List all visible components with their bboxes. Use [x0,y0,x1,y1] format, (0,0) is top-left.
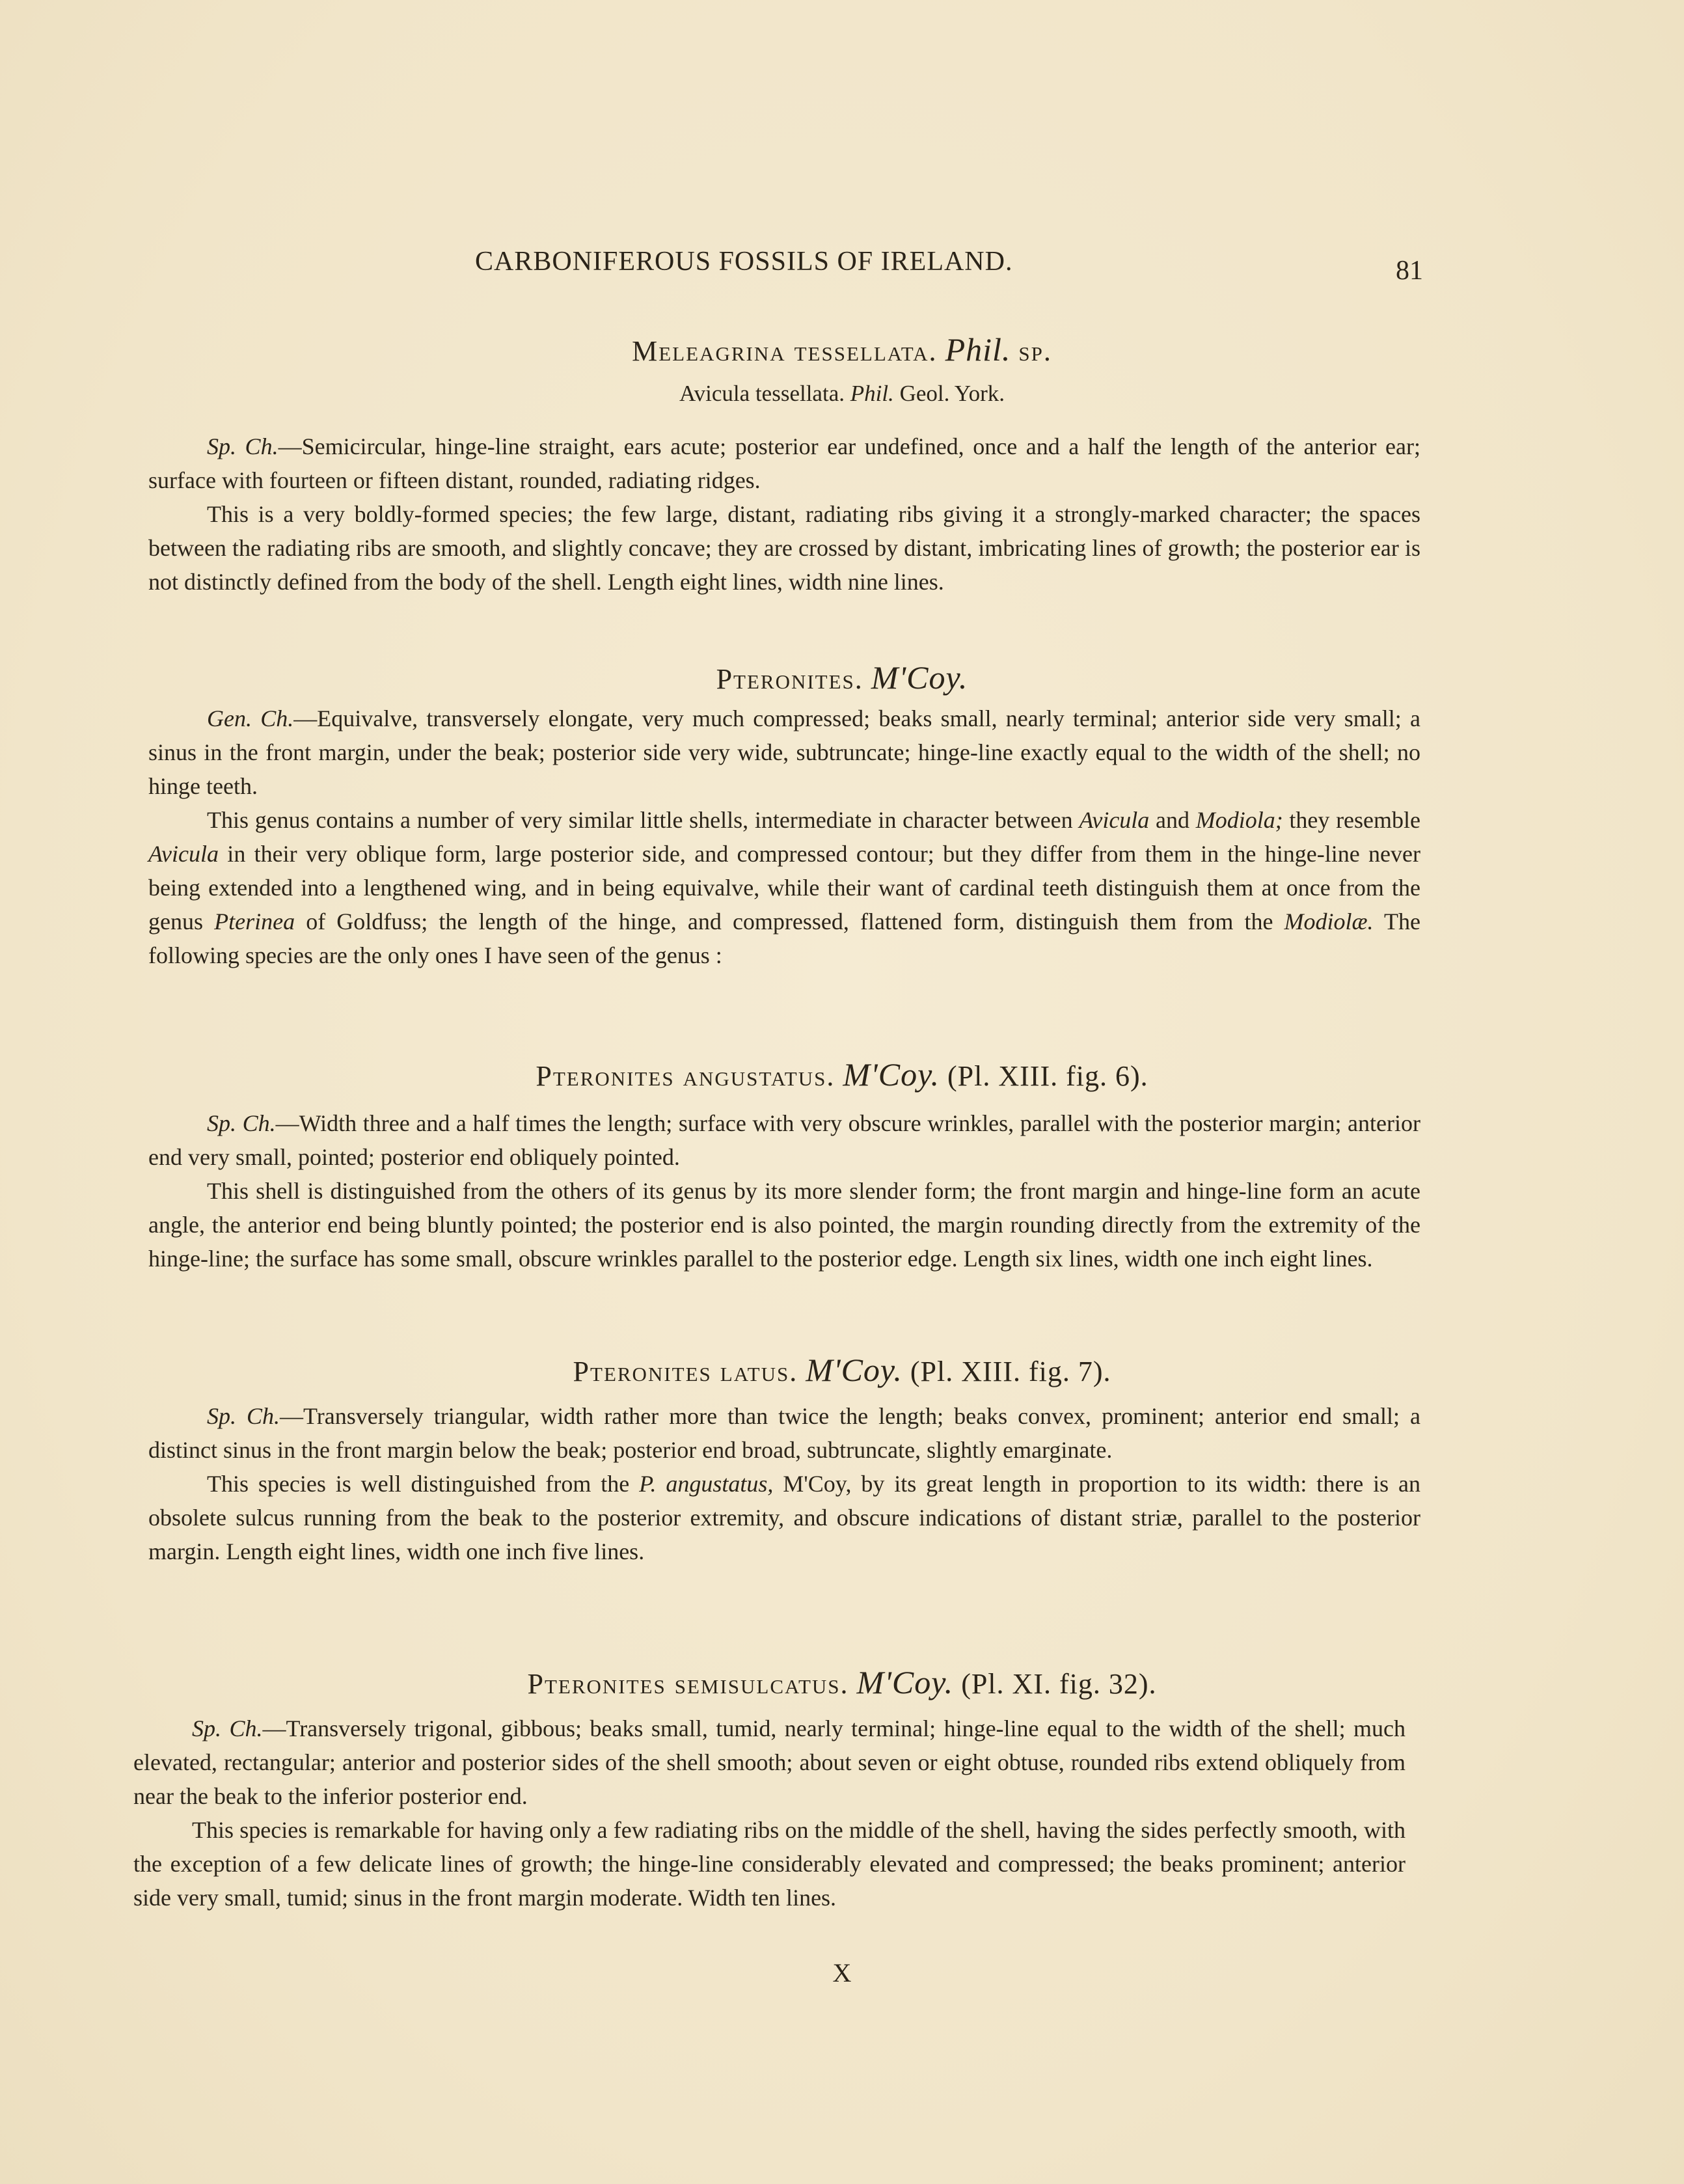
signature-mark: X [832,1958,852,1987]
species-description: This shell is distinguished from the others of its genus by its more slender form; the front margin and hinge-line form an acute angle, the anterior end being bluntly pointed; the posterior end is also pointed, the margin rounding directly from the extremity of the hinge-line; the surface has some small, obscure wrinkles parallel to the posterior edge. Length six lines, width one inch eight lines. [148,1178,1420,1272]
species-description [148,1467,1420,1568]
genus-description [148,803,1420,972]
text-run: This genus contains a number of very similar little shells, intermediate in character between [207,807,1080,833]
text-run: they resemble [1283,807,1421,833]
synonym-work: Geol. York. [899,381,1005,406]
species-characters [148,430,1420,497]
heading-name: Meleagrina tessellata. [632,335,938,367]
section-meleagrina-body [148,430,1420,599]
section-pteronites-body [148,702,1420,972]
text-run: of Goldfuss; the length of the hinge, and compressed, flattened form, distinguish them from the [295,908,1284,935]
species-description: This is a very boldly-formed species; the few large, distant, radiating ribs giving it a strongly-marked character; the spaces between the radiating ribs are smooth, and slightly concave; they are crossed by distant, imbricating lines of growth; the posterior ear is not distinctly defined from the body of the shell. Length eight lines, width nine lines. [148,501,1420,595]
char-text: —Transversely trigonal, gibbous; beaks small, tumid, nearly terminal; hinge-line equal to the width of the shell; much elevated, rectangular; anterior and posterior sides of the shell smooth; about seven or eight obtuse, rounded ribs extend obliquely from near the beak to the inferior posterior end. [133,1715,1406,1809]
char-label: Sp. Ch. [207,1403,280,1429]
plate-reference: (Pl. XI. fig. 32). [961,1668,1157,1700]
running-head: CARBONIFEROUS FOSSILS OF IRELAND. [475,247,1013,277]
heading-author: Phil. [945,331,1011,368]
char-text: —Semicircular, hinge-line straight, ears acute; posterior ear undefined, once and a half the length of the anterior ear; surface with fourteen or fifteen distant, rounded, radiating ridges. [148,433,1420,493]
char-text: —Transversely triangular, width rather more than twice the length; beaks convex, prominent; anterior end small; a distinct sinus in the front margin below the beak; posterior end broad, subtruncate, slightly emarginate. [148,1403,1420,1463]
synonym-name: Avicula tessellata. [679,381,845,406]
heading-name: Pteronites latus. [573,1356,798,1387]
section-latus-body [148,1399,1420,1568]
genus-name-modiola: Modiola; [1195,807,1283,833]
species-heading-meleagrina [0,331,1684,368]
genus-characters [148,702,1420,803]
char-label: Sp. Ch. [207,1110,276,1136]
species-characters [133,1712,1406,1813]
page-number: 81 [1396,256,1423,286]
synonym-line [0,381,1684,407]
text-run: and [1149,807,1196,833]
heading-suffix: sp. [1018,335,1052,367]
text-run: This species is well distinguished from the [207,1471,640,1497]
heading-name: Pteronites. [716,663,863,695]
species-description: This species is remarkable for having only a few radiating ribs on the middle of the shell, having the sides perfectly smooth, with the exception of a few delicate lines of growth; the hinge-line considerably elevated and compressed; the beaks prominent; anterior side very small, tumid; sinus in the front margin moderate. Width ten lines. [133,1817,1406,1911]
char-text: —Equivalve, transversely elongate, very much compressed; beaks small, nearly terminal; anterior side very small; a sinus in the front margin, under the beak; posterior side very wide, subtruncate; hinge-line exactly equal to the width of the shell; no hinge teeth. [148,705,1420,799]
text-run: in their very oblique form, large posterior side, and compressed contour; but they differ from them in the hinge-line never being extended into a lengthened wing, and in being equivalve, while their want of cardinal teeth distinguish them at once from the genus [148,841,1420,935]
genus-name-avicula: Avicula [1079,807,1150,833]
plate-reference: (Pl. XIII. fig. 6). [947,1060,1148,1092]
text-run: The following species are the only ones I have seen of the genus : [148,908,1420,968]
heading-author: M'Coy. [806,1352,903,1388]
synonym-author: Phil. [850,381,894,406]
char-label: Gen. Ch. [207,705,294,731]
species-heading-semisulcatus [0,1663,1684,1701]
heading-name: Pteronites semisulcatus. [527,1668,849,1700]
genus-heading-pteronites [0,659,1684,696]
genus-name-avicula: Avicula [148,841,219,867]
char-label: Sp. Ch. [207,433,278,459]
char-text: —Width three and a half times the length; surface with very obscure wrinkles, parallel with the posterior margin; anterior end very small, pointed; posterior end obliquely pointed. [148,1110,1420,1170]
heading-author: M'Coy. [843,1056,940,1093]
text-run: M'Coy, by its great length in proportion to its width: there is an obsolete sulcus running from the beak to the posterior extremity, and obscure indications of distant striæ, parallel to the posterior margin. Length eight lines, width one inch five lines. [148,1471,1420,1564]
heading-author: M'Coy. [871,659,968,696]
genus-name-pterinea: Pterinea [214,908,295,935]
heading-author: M'Coy. [856,1664,954,1700]
species-characters [148,1399,1420,1467]
species-name-angustatus: P. angustatus, [639,1471,774,1497]
species-heading-latus [0,1351,1684,1389]
plate-reference: (Pl. XIII. fig. 7). [910,1356,1111,1387]
species-characters [148,1106,1420,1174]
char-label: Sp. Ch. [192,1715,263,1741]
species-heading-angustatus [0,1056,1684,1093]
genus-name-modiolae: Modiolæ. [1284,908,1374,935]
heading-name: Pteronites angustatus. [536,1060,835,1092]
section-semisulcatus-body [133,1712,1406,1915]
section-angustatus-body [148,1106,1420,1276]
